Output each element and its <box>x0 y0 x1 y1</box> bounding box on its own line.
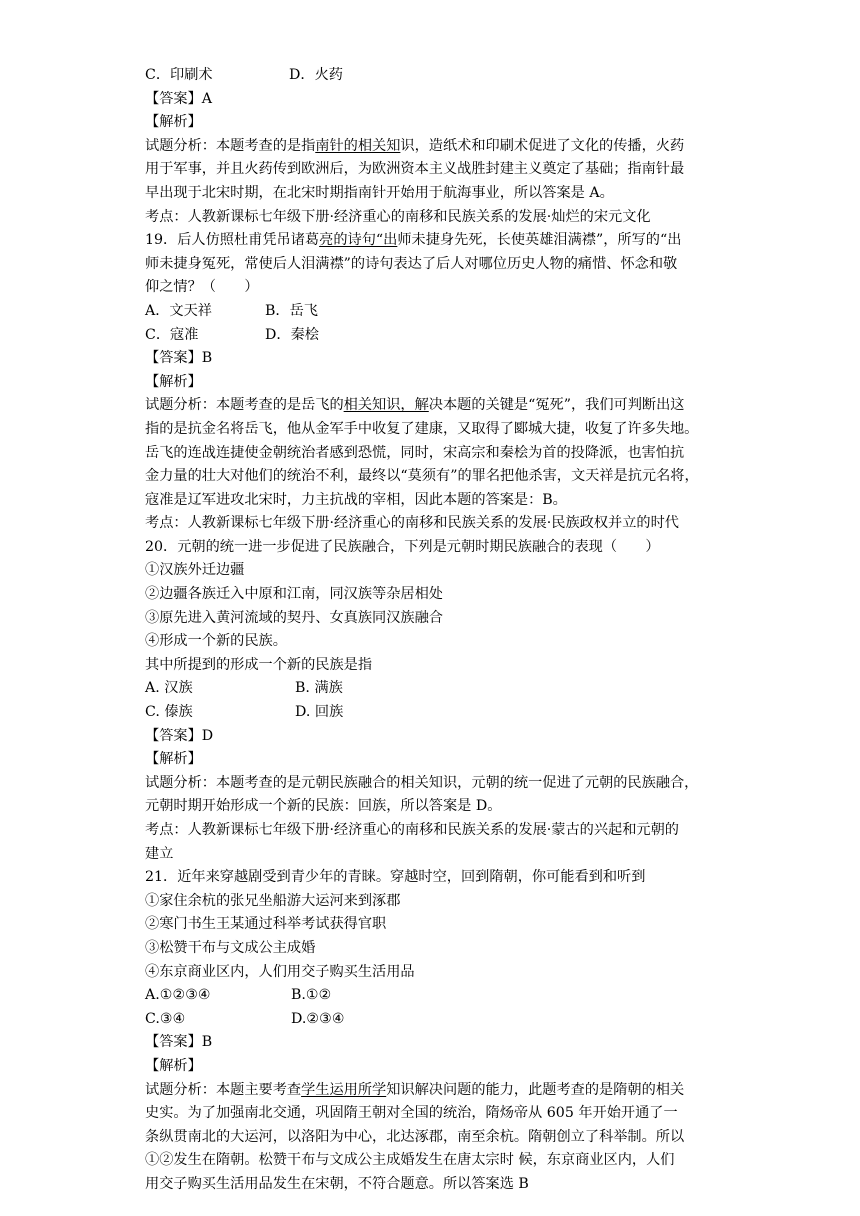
q20-item: ②边疆各族迁入中原和江南，同汉族等杂居相处 <box>145 586 443 603</box>
q18-analysis-line: 试题分析：本题考查的是指南针的相关知识，造纸术和印刷术促进了文化的传播，火药 <box>145 137 685 154</box>
underlined-text: 相关知识，解 <box>343 397 429 414</box>
q18-option-d: D．火药 <box>289 67 343 83</box>
q21-option-a: A.①②③④ <box>145 987 211 1004</box>
q20-item: ④形成一个新的民族。 <box>145 633 287 650</box>
q18-answer: 【答案】A <box>145 90 212 107</box>
q21-item: ②寒门书生王某通过科举考试获得官职 <box>145 916 387 933</box>
q18-analysis-heading: 【解析】 <box>145 114 202 131</box>
q21-analysis-heading: 【解析】 <box>145 1057 202 1074</box>
q20-stem: 20．元朝的统一进一步促进了民族融合，下列是元朝时期民族融合的表现（ ） <box>145 538 660 555</box>
q20-item: ①汉族外迁边疆 <box>145 562 245 579</box>
q21-item: ①家住余杭的张兄坐船游大运河来到涿郡 <box>145 892 401 909</box>
q21-option-d: D.②③④ <box>291 1010 345 1027</box>
q20-item: ③原先进入黄河流域的契丹、女真族同汉族融合 <box>145 609 443 626</box>
underlined-text: 南针的相关知 <box>315 137 401 154</box>
q21-analysis-line: 用交子购买生活用品发生在宋朝，不符合题意。所以答案选 B <box>145 1175 529 1192</box>
q21-stem: 21．近年来穿越剧受到青少年的青睐。穿越时空，回到隋朝，你可能看到和听到 <box>145 869 646 886</box>
q19-kaodian: 考点：人教新课标七年级下册·经济重心的南移和民族关系的发展·民族政权并立的时代 <box>145 515 679 532</box>
q20-sub-question: 其中所提到的形成一个新的民族是指 <box>145 656 373 673</box>
q19-stem-line: 19．后人仿照杜甫凭吊诸葛亮的诗句“出师未捷身先死，长使英雄泪满襟”，所写的“出 <box>145 232 682 249</box>
q19-analysis-heading: 【解析】 <box>145 373 202 390</box>
q18-options-cd <box>145 64 725 88</box>
q20-option-b: B. 满族 <box>295 680 343 697</box>
q21-options-cd <box>145 1008 725 1032</box>
q20-kaodian: 建立 <box>145 845 174 862</box>
q19-option-a: A．文天祥 <box>145 302 212 319</box>
q18-analysis-line: 早出现于北宋时期，在北宋时期指南针开始用于航海事业，所以答案是 A。 <box>145 184 614 201</box>
q21-option-b: B.①② <box>291 987 332 1004</box>
q19-analysis-line: 寇准是辽军进攻北宋时，力主抗战的宰相，因此本题的答案是：B。 <box>145 491 567 508</box>
q19-options-ab <box>145 300 725 324</box>
q18-option-c: C．印刷术 <box>145 67 213 83</box>
document-page <box>145 64 725 1197</box>
q19-analysis-line: 试题分析：本题考查的是岳飞的相关知识，解决本题的关键是“冤死”，我们可判断出这 <box>145 397 685 414</box>
q19-option-d: D．秦桧 <box>265 326 319 343</box>
q19-options-cd <box>145 324 725 348</box>
q20-analysis-line: 元朝时期开始形成一个新的民族：回族，所以答案是 D。 <box>145 798 502 815</box>
q20-options-cd <box>145 701 725 725</box>
q21-analysis-line: 条纵贯南北的大运河，以洛阳为中心，北达涿郡，南至余杭。隋朝创立了科举制。所以 <box>145 1128 685 1145</box>
q19-stem-line: 仰之情？（ ） <box>145 279 259 296</box>
underlined-text: 亮的诗句“出 <box>319 232 398 249</box>
q18-analysis-line: 用于军事，并且火药传到欧洲后，为欧洲资本主义战胜封建主义奠定了基础；指南针最 <box>145 161 685 178</box>
q20-analysis-line: 试题分析：本题考查的是元朝民族融合的相关知识，元朝的统一促进了元朝的民族融合， <box>145 774 699 791</box>
q19-option-b: B．岳飞 <box>265 302 318 319</box>
q19-option-c: C．寇准 <box>145 326 199 343</box>
q21-options-ab <box>145 984 725 1008</box>
q21-analysis-line: 试题分析：本题主要考查学生运用所学知识解决问题的能力，此题考查的是隋朝的相关 <box>145 1081 685 1098</box>
q21-item: ③松赞干布与文成公主成婚 <box>145 939 316 956</box>
q20-option-d: D. 回族 <box>295 704 344 721</box>
q20-option-a: A. 汉族 <box>145 680 193 697</box>
q19-stem-line: 师未捷身冤死，常使后人泪满襟”的诗句表达了后人对哪位历史人物的痛惜、怀念和敬 <box>145 255 678 272</box>
q20-option-c: C. 傣族 <box>145 704 193 721</box>
q18-kaodian: 考点：人教新课标七年级下册·经济重心的南移和民族关系的发展·灿烂的宋元文化 <box>145 208 651 225</box>
q20-kaodian: 考点：人教新课标七年级下册·经济重心的南移和民族关系的发展·蒙古的兴起和元朝的 <box>145 822 679 838</box>
q20-answer: 【答案】D <box>145 727 214 744</box>
q21-option-c: C.③④ <box>145 1010 186 1027</box>
q19-answer: 【答案】B <box>145 350 213 367</box>
q21-item: ④东京商业区内，人们用交子购买生活用品 <box>145 963 415 980</box>
underlined-text: 学生运用所学 <box>301 1081 387 1098</box>
q20-options-ab <box>145 677 725 701</box>
q21-analysis-line: ①②发生在隋朝。松赞干布与文成公主成婚发生在唐太宗时 候，东京商业区内，人们 <box>145 1152 675 1169</box>
q19-analysis-line: 岳飞的连战连捷使金朝统治者感到恐慌，同时，宋高宗和秦桧为首的投降派，也害怕抗 <box>145 444 685 461</box>
q19-analysis-line: 指的是抗金名将岳飞，他从金军手中收复了建康，又取得了郾城大捷，收复了许多失地。 <box>145 420 699 437</box>
q21-answer: 【答案】B <box>145 1034 213 1051</box>
q21-analysis-line: 史实。为了加强南北交通，巩固隋王朝对全国的统治，隋炀帝从 605 年开始开通了一 <box>145 1105 678 1122</box>
q20-analysis-heading: 【解析】 <box>145 751 202 768</box>
q19-analysis-line: 金力量的壮大对他们的统治不利，最终以“莫须有”的罪名把他杀害，文天祥是抗元名将， <box>145 468 699 485</box>
